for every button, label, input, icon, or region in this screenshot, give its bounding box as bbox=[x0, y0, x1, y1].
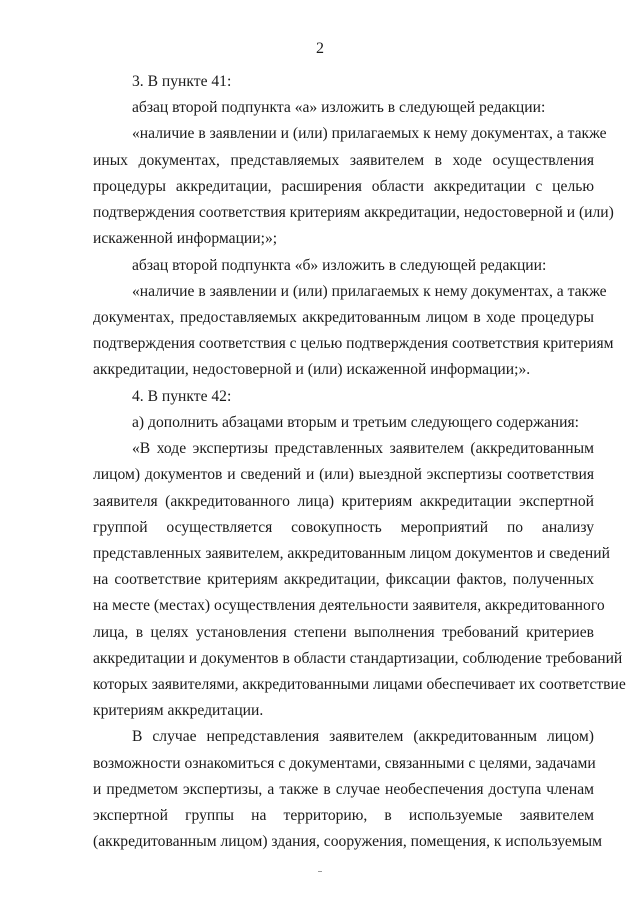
text-line: на соответствие критериям аккредитации, фиксации фактов, полученных bbox=[93, 571, 594, 589]
text-line: «В ходе экспертизы представленных заявителем (аккредитованным bbox=[132, 440, 594, 458]
text-line: аккредитации, недостоверной и (или) искаженной информации;». bbox=[93, 361, 531, 379]
page-number: 2 bbox=[316, 40, 324, 57]
text-line: иных документах, представляемых заявителем в ходе осуществления bbox=[93, 151, 594, 169]
paragraph bbox=[93, 410, 594, 436]
text-line: 3. В пункте 41: bbox=[132, 73, 232, 90]
paragraph bbox=[93, 724, 602, 855]
text-line: В случае непредставления заявителем (аккредитованным лицом) bbox=[132, 728, 594, 746]
text-line: лица, в целях установления степени выполнения требований критериев bbox=[93, 623, 594, 641]
text-line: группой осуществляется совокупность мероприятий по анализу bbox=[93, 518, 594, 536]
paragraph bbox=[93, 384, 594, 410]
text-line: «наличие в заявлении и (или) прилагаемых к нему документах, а также bbox=[132, 125, 607, 143]
text-line: лицом) документов и сведений и (или) выездной экспертизы соответствия bbox=[93, 466, 594, 484]
text-line: на месте (местах) осуществления деятельности заявителя, аккредитованного bbox=[93, 597, 605, 615]
text-line: представленных заявителем, аккредитованным лицом документов и сведений bbox=[93, 544, 610, 562]
paragraph bbox=[93, 121, 614, 252]
text-line: которых заявителями, аккредитованными лицами обеспечивает их соответствие bbox=[93, 676, 626, 694]
text-line: документах, предоставляемых аккредитованным лицом в ходе процедуры bbox=[93, 308, 594, 326]
text-line: абзац второй подпункта «б» изложить в следующей редакции: bbox=[132, 256, 547, 274]
scan-speck bbox=[318, 871, 322, 872]
text-line: а) дополнить абзацами вторым и третьим следующего содержания: bbox=[132, 413, 579, 431]
text-line: заявителя (аккредитованного лица) критериям аккредитации экспертной bbox=[93, 492, 594, 510]
document-body bbox=[93, 69, 626, 856]
paragraph bbox=[93, 436, 626, 724]
text-line: «наличие в заявлении и (или) прилагаемых к нему документах, а также bbox=[132, 282, 607, 300]
text-line: абзац второй подпункта «а» изложить в следующей редакции: bbox=[132, 99, 546, 117]
text-line: (аккредитованным лицом) здания, сооружения, помещения, к используемым bbox=[93, 833, 602, 851]
text-line: возможности ознакомиться с документами, связанными с целями, задачами bbox=[93, 754, 596, 772]
text-line: подтверждения соответствия с целью подтверждения соответствия критериям bbox=[93, 335, 614, 353]
text-line: аккредитации и документов в области стандартизации, соблюдение требований bbox=[93, 649, 623, 667]
text-line: подтверждения соответствия критериям аккредитации, недостоверной и (или) bbox=[93, 204, 614, 222]
text-line: экспертной группы на территорию, в используемые заявителем bbox=[93, 807, 594, 825]
paragraph bbox=[93, 95, 594, 121]
text-line: искаженной информации;»; bbox=[93, 230, 278, 248]
text-line: процедуры аккредитации, расширения области аккредитации с целью bbox=[93, 177, 594, 195]
text-line: и предметом экспертизы, а также в случае необеспечения доступа членам bbox=[93, 780, 594, 798]
paragraph bbox=[93, 69, 594, 95]
text-line: критериям аккредитации. bbox=[93, 702, 264, 720]
paragraph bbox=[93, 253, 594, 279]
text-line: 4. В пункте 42: bbox=[132, 387, 232, 405]
paragraph bbox=[93, 279, 614, 384]
